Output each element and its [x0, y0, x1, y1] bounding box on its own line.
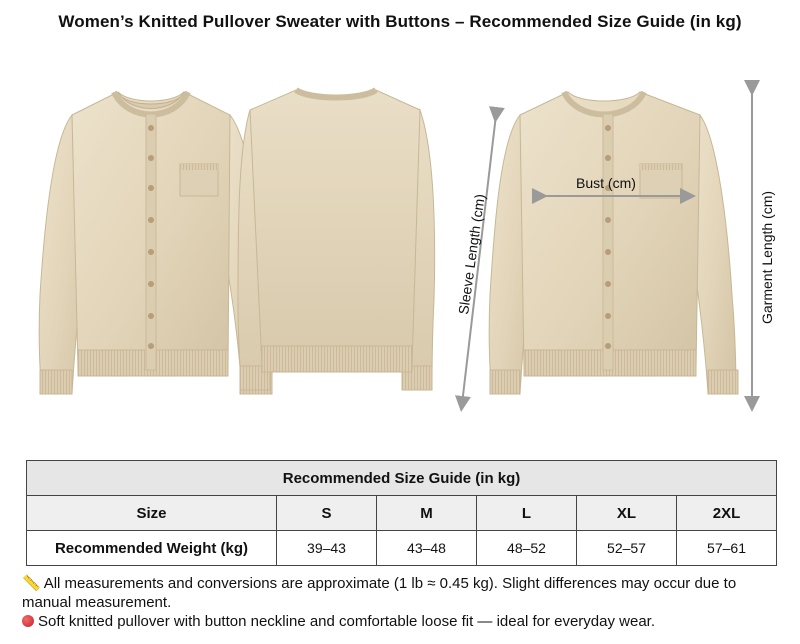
weight-cell: 39–43 — [277, 531, 377, 566]
ruler-icon: 📏 — [22, 575, 41, 592]
size-header-label: Size — [27, 496, 277, 531]
weight-cell: 57–61 — [677, 531, 777, 566]
size-header-row — [27, 496, 777, 531]
weight-cell: 43–48 — [377, 531, 477, 566]
front-sweater — [39, 92, 272, 394]
size-cell: M — [377, 496, 477, 531]
weight-row-label: Recommended Weight (kg) — [27, 531, 277, 566]
back-sweater — [238, 90, 435, 390]
bust-label: Bust (cm) — [576, 175, 636, 191]
size-cell: S — [277, 496, 377, 531]
garment-length-label: Garment Length (cm) — [759, 190, 775, 324]
sweater-illustrations — [0, 70, 800, 430]
yarn-ball-icon — [22, 615, 34, 627]
measured-sweater — [489, 92, 738, 394]
sleeve-length-label: Sleeve Length (cm) — [455, 192, 488, 316]
weight-cell: 52–57 — [577, 531, 677, 566]
size-cell: XL — [577, 496, 677, 531]
approx-note-text: All measurements and conversions are approximate (1 lb ≈ 0.45 kg). Slight differences may occur due to manual measurement. — [22, 575, 737, 611]
size-guide-table — [26, 460, 777, 566]
fabric-note — [22, 612, 782, 631]
page-title: Women’s Knitted Pullover Sweater with Buttons – Recommended Size Guide (in kg) — [58, 12, 742, 31]
notes — [22, 574, 782, 631]
table-caption: Recommended Size Guide (in kg) — [27, 461, 777, 496]
approx-note — [22, 574, 782, 612]
weight-row — [27, 531, 777, 566]
fabric-note-text: Soft knitted pullover with button neckline and comfortable loose fit — ideal for everyday wear. — [38, 613, 655, 630]
size-cell: L — [477, 496, 577, 531]
weight-cell: 48–52 — [477, 531, 577, 566]
size-cell: 2XL — [677, 496, 777, 531]
